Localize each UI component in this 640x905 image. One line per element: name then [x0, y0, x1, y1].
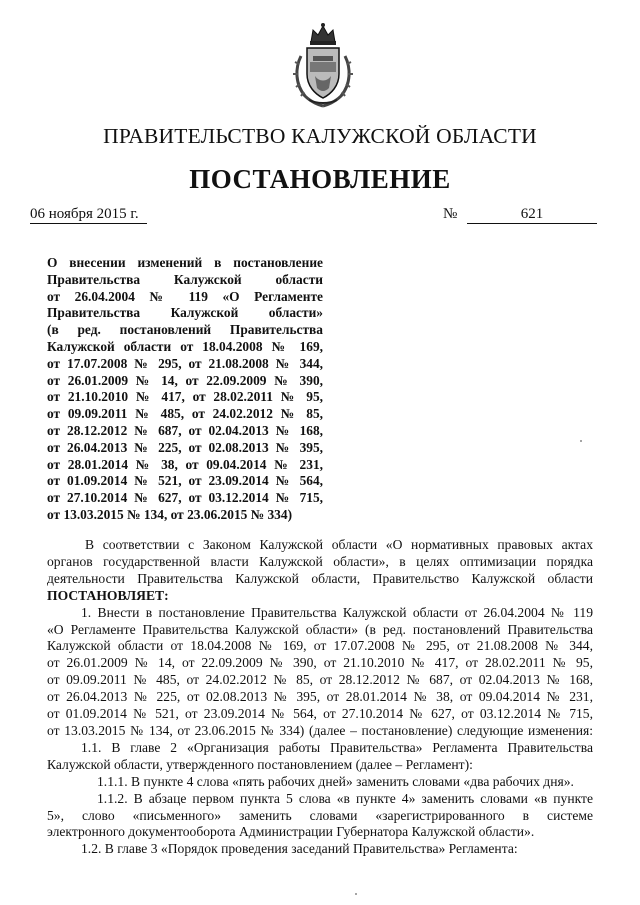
scan-speck [355, 893, 357, 895]
subject-line: от 01.09.2014 № 521, от 23.09.2014 № 564, [47, 473, 323, 489]
subject-line: от 21.10.2010 № 417, от 28.02.2011 № 95, [47, 389, 323, 405]
body-line: от 01.09.2014 № 521, от 23.09.2014 № 564, от 27.10.2014 № 627, от 03.12.2014 № 715, [47, 706, 593, 722]
scan-speck [580, 440, 582, 442]
subject-line: Правительства Калужской области [47, 271, 323, 287]
body-line: 1.1. В главе 2 «Организация работы Правительства» Регламента Правительства [81, 739, 593, 755]
document-body [47, 537, 593, 858]
government-name: ПРАВИТЕЛЬСТВО КАЛУЖСКОЙ ОБЛАСТИ [103, 124, 537, 148]
body-line: 1.1.1. В пункте 4 слова «пять рабочих дней» заменить словами «два рабочих дня». [97, 773, 574, 789]
subject-line: О внесении изменений в постановление [47, 255, 323, 270]
document-subject [47, 255, 323, 524]
body-line: Калужской области от 18.04.2008 № 169, от 17.07.2008 № 295, от 21.08.2008 № 344, [47, 638, 593, 654]
body-line: В соответствии с Законом Калужской области «О нормативных правовых актах [85, 537, 593, 552]
body-line: деятельности Правительства Калужской области, Правительство Калужской области [47, 570, 593, 586]
body-line: от 26.04.2013 № 225, от 02.08.2013 № 395, от 28.01.2014 № 38, от 09.04.2014 № 231, [47, 689, 593, 705]
subject-line: от 26.04.2004 № 119 «О Регламенте [47, 288, 323, 304]
body-line: 1. Внести в постановление Правительства Калужской области от 26.04.2004 № 119 [81, 604, 593, 620]
subject-line: от 28.01.2014 № 38, от 09.04.2014 № 231, [47, 456, 323, 472]
document-date: 06 ноября 2015 г. [30, 205, 147, 224]
subject-line: от 17.07.2008 № 295, от 21.08.2008 № 344, [47, 355, 323, 371]
subject-line: от 09.09.2011 № 485, от 24.02.2012 № 85, [47, 406, 323, 422]
body-line: 5», слово «письменного» заменить словами «зарегистрированного в системе [47, 807, 593, 823]
number-sign: № [443, 206, 458, 222]
subject-line: от 27.10.2014 № 627, от 03.12.2014 № 715, [47, 490, 323, 506]
subject-line: от 28.12.2012 № 687, от 02.04.2013 № 168, [47, 422, 323, 438]
body-line: электронного документооборота Администрации Губернатора Калужской области». [47, 824, 535, 840]
body-line: от 09.09.2011 № 485, от 24.02.2012 № 85, от 28.12.2012 № 687, от 02.04.2013 № 168, [47, 672, 593, 688]
subject-line: от 26.04.2013 № 225, от 02.08.2013 № 395, [47, 439, 323, 455]
coat-of-arms-icon [291, 22, 355, 108]
resolution-word: ПОСТАНОВЛЯЕТ: [47, 587, 169, 603]
subject-line: (в ред. постановлений Правительства [47, 322, 323, 338]
subject-line: Правительства Калужской области» [47, 305, 323, 321]
body-line: 1.2. В главе 3 «Порядок проведения заседаний Правительства» Регламента: [81, 841, 518, 857]
document-number: 621 [467, 205, 597, 224]
body-line: от 13.03.2015 № 134, от 23.06.2015 № 334) (далее – постановление) следующие изменения: [47, 722, 593, 738]
subject-line: от 13.03.2015 № 134, от 23.06.2015 № 334) [47, 506, 293, 522]
body-line: органов государственной власти Калужской области», в целях оптимизации порядка [47, 553, 593, 569]
body-line: Калужской области, утвержденного постановлением (далее – Регламент): [47, 756, 473, 772]
body-line: от 26.01.2009 № 14, от 22.09.2009 № 390, от 21.10.2010 № 417, от 28.02.2011 № 95, [47, 655, 593, 671]
document-type: ПОСТАНОВЛЕНИЕ [189, 164, 451, 194]
subject-line: от 26.01.2009 № 14, от 22.09.2009 № 390, [47, 372, 323, 388]
body-line: 1.1.2. В абзаце первом пункта 5 слова «в пункте 4» заменить словами «в пункте [97, 790, 593, 806]
subject-line: Калужской области от 18.04.2008 № 169, [47, 338, 323, 354]
body-line: «О Регламенте Правительства Калужской области» (в ред. постановлений Правительства [47, 621, 593, 637]
